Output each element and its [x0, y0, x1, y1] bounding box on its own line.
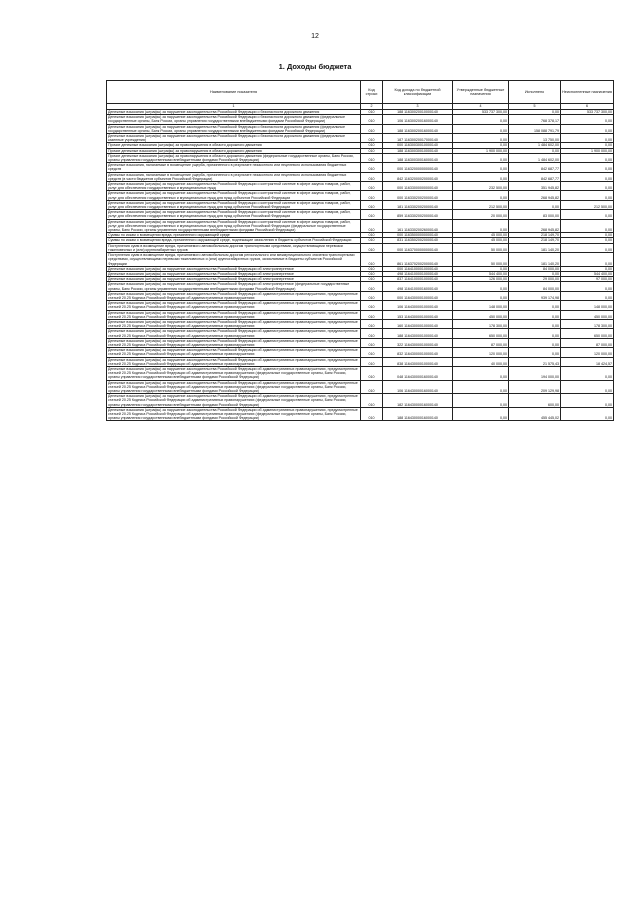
table-cell-name: Денежные взыскания (штрафы) за нарушение законодательства Российской Федерации об административных правонарушениях, предусмотренные статьей 20.25 Кодекса Российской Федерации об административных правонарушениях (федеральные государственные органы, Банк России, органы управления государственными внебюджетными фондами Российской Федерации): [107, 394, 361, 408]
column-number: 2: [361, 104, 383, 110]
table-cell-line: 010: [361, 271, 383, 276]
table-row: [107, 310, 614, 319]
table-cell-unexecuted: 0,00: [561, 182, 614, 191]
table-cell-unexecuted: 0,00: [561, 253, 614, 267]
table-row: [107, 115, 614, 124]
table-cell-unexecuted: 0,00: [561, 407, 614, 421]
table-cell-name: Денежные взыскания (штрафы) за нарушение законодательства Российской Федерации об электроэнергетике: [107, 266, 361, 271]
table-cell-name: Денежные взыскания (штрафы) за нарушение законодательства Российской Федерации о контрактной системе в сфере закупок товаров, работ, услуг для обеспечения государственных и муниципальных нужд: [107, 182, 361, 191]
table-cell-code: 832 11643000010000140: [383, 348, 453, 357]
table-cell-line: 010: [361, 310, 383, 319]
table-cell-line: 010: [361, 210, 383, 219]
table-cell-code: 842 11632000020000140: [383, 172, 453, 181]
table-cell-line: 010: [361, 200, 383, 209]
table-cell-line: 010: [361, 243, 383, 252]
table-cell-unexecuted: 0,00: [561, 266, 614, 271]
table-cell-approved: 0,00: [453, 134, 509, 143]
table-cell-executed: 842 687,77: [509, 163, 561, 172]
table-cell-name: Денежные взыскания, налагаемые в возмещение ущерба, причиненного в результате незаконного или нецелевого использования бюджетных средств (в части бюджетов субъектов Российской Федерации): [107, 172, 361, 181]
table-cell-code: 837 11641000010000140: [383, 277, 453, 282]
table-cell-executed: 268 945,82: [509, 219, 561, 233]
table-cell-approved: 120 000,00: [453, 348, 509, 357]
table-cell-approved: 0,00: [453, 124, 509, 133]
table-cell-code: 000 11632000000000140: [383, 163, 453, 172]
table-cell-unexecuted: 533 737 300,00: [561, 110, 614, 115]
header-executed: Исполнено: [509, 81, 561, 104]
table-cell-approved: 87 000,00: [453, 338, 509, 347]
table-cell-approved: 126 000,00: [453, 277, 509, 282]
table-cell-unexecuted: 0,00: [561, 210, 614, 219]
table-cell-code: 106 11643000016000140: [383, 380, 453, 394]
table-cell-approved: 650 000,00: [453, 329, 509, 338]
table-cell-approved: 0,00: [453, 394, 509, 408]
table-cell-approved: 148 000,00: [453, 301, 509, 310]
table-row: [107, 172, 614, 181]
header-code-class: Код дохода по бюджетной классификации: [383, 81, 453, 104]
table-cell-unexecuted: 0,00: [561, 380, 614, 394]
table-cell-executed: 83 000,00: [509, 210, 561, 219]
table-cell-name: Денежные взыскания (штрафы) за нарушение законодательства Российской Федерации об административных правонарушениях, предусмотренные статьей 20.25 Кодекса Российской Федерации об административных правонарушениях (федеральные государственные органы, Банк России, органы управления государственными внебюджетными фондами Российской Федерации): [107, 407, 361, 421]
table-cell-unexecuted: 0,00: [561, 172, 614, 181]
table-cell-name: Денежные взыскания (штрафы) за нарушение законодательства Российской Федерации об электроэнергетике: [107, 271, 361, 276]
table-cell-executed: 84 000,00: [509, 266, 561, 271]
table-cell-name: Денежные взыскания (штрафы) за нарушение законодательства Российской Федерации об административных правонарушениях, предусмотренные статьей 20.25 Кодекса Российской Федерации об административных правонарушениях: [107, 319, 361, 328]
table-cell-approved: 0,00: [453, 143, 509, 148]
table-cell-name: Денежные взыскания (штрафы) за нарушение законодательства Российской Федерации об административных правонарушениях, предусмотренные статьей 20.25 Кодекса Российской Федерации об административных правонарушениях: [107, 301, 361, 310]
table-cell-executed: 0,00: [509, 110, 561, 115]
table-cell-executed: 181 140,20: [509, 243, 561, 252]
table-cell-executed: 218 149,70: [509, 233, 561, 238]
table-cell-executed: 209 129,98: [509, 380, 561, 394]
table-cell-line: 010: [361, 407, 383, 421]
table-cell-name: Суммы по искам о возмещении вреда, причиненного окружающей среде: [107, 233, 361, 238]
table-cell-unexecuted: 1 900 000,00: [561, 148, 614, 153]
table-cell-unexecuted: 0,00: [561, 233, 614, 238]
table-row: [107, 253, 614, 267]
table-cell-line: 010: [361, 253, 383, 267]
table-row: [107, 243, 614, 252]
table-cell-line: 010: [361, 266, 383, 271]
table-cell-name: Прочие денежные взыскания (штрафы) за правонарушения в области дорожного движения: [107, 148, 361, 153]
table-cell-code: 153 11643000010000140: [383, 310, 453, 319]
table-cell-line: 010: [361, 277, 383, 282]
table-cell-name: Денежные взыскания (штрафы) за нарушение законодательства Российской Федерации о безопасности дорожного движения: [107, 110, 361, 115]
table-cell-code: 188 11630030016000140: [383, 153, 453, 162]
table-cell-name: Денежные взыскания (штрафы) за нарушение законодательства Российской Федерации об административных правонарушениях, предусмотренные статьей 20.25 Кодекса Российской Федерации об административных правонарушениях: [107, 357, 361, 366]
table-cell-unexecuted: 0,00: [561, 282, 614, 291]
table-row: [107, 366, 614, 380]
table-cell-approved: 40 000,00: [453, 357, 509, 366]
table-cell-name: Прочие денежные взыскания (штрафы) за правонарушения в области дорожного движения (федеральные государственные органы, Банк России, органы управления государственными внебюджетными фондами Российской Федерации): [107, 153, 361, 162]
table-cell-approved: 20 000,00: [453, 210, 509, 219]
table-cell-code: 000 11633020020000140: [383, 191, 453, 200]
table-cell-executed: 842 687,77: [509, 172, 561, 181]
table-cell-name: Денежные взыскания (штрафы) за нарушение законодательства Российской Федерации об административных правонарушениях, предусмотренные статьей 20.25 Кодекса Российской Федерации об административных правонарушениях: [107, 329, 361, 338]
table-cell-line: 010: [361, 163, 383, 172]
table-cell-line: 010: [361, 182, 383, 191]
table-cell-unexecuted: 0,00: [561, 153, 614, 162]
table-cell-line: 010: [361, 233, 383, 238]
table-cell-unexecuted: 450 000,00: [561, 310, 614, 319]
table-row: [107, 182, 614, 191]
table-cell-line: 010: [361, 134, 383, 143]
table-cell-line: 010: [361, 291, 383, 300]
table-cell-executed: 84 000,00: [509, 282, 561, 291]
table-cell-approved: 45 000,00: [453, 233, 509, 238]
table-cell-line: 010: [361, 143, 383, 148]
table-cell-executed: 455 445,02: [509, 407, 561, 421]
table-cell-code: 161 11633020026000140: [383, 219, 453, 233]
table-cell-approved: 0,00: [453, 282, 509, 291]
table-row: [107, 153, 614, 162]
table-cell-name: Денежные взыскания (штрафы) за нарушение законодательства Российской Федерации о контрактной системе в сфере закупок товаров, работ, услуг для обеспечения государственных и муниципальных нужд для нужд субъектов Российской Федерации (федеральные государственные органы, Банк России, органы управления государственными внебюджетными фондами Российской Федерации): [107, 219, 361, 233]
table-cell-code: 498 11641000010000140: [383, 271, 453, 276]
table-cell-approved: 0,00: [453, 163, 509, 172]
table-cell-executed: 600,00: [509, 394, 561, 408]
table-cell-line: 010: [361, 380, 383, 394]
table-cell-code: 000 11637000000000140: [383, 243, 453, 252]
table-cell-code: 106 11630020016000140: [383, 115, 453, 124]
table-cell-approved: 45 000,00: [453, 238, 509, 243]
table-cell-code: 181 11633020020000140: [383, 200, 453, 209]
table-cell-code: 188 11643000010000140: [383, 329, 453, 338]
table-cell-unexecuted: 178 300,00: [561, 319, 614, 328]
table-cell-code: 859 11633020020000140: [383, 210, 453, 219]
table-cell-code: 187 11630020017000140: [383, 134, 453, 143]
table-cell-line: 010: [361, 329, 383, 338]
table-cell-unexecuted: 148 000,00: [561, 301, 614, 310]
table-cell-executed: 0,00: [509, 200, 561, 209]
table-cell-code: 188 11630020010000140: [383, 110, 453, 115]
table-cell-line: 010: [361, 282, 383, 291]
table-cell-approved: 450 000,00: [453, 310, 509, 319]
table-row: [107, 282, 614, 291]
table-cell-name: Денежные взыскания (штрафы) за нарушение законодательства Российской Федерации о контрактной системе в сфере закупок товаров, работ, услуг для обеспечения государственных и муниципальных нужд для нужд субъектов Российской Федерации: [107, 191, 361, 200]
table-cell-line: 010: [361, 110, 383, 115]
table-cell-executed: 1 484 602,00: [509, 143, 561, 148]
table-cell-name: Денежные взыскания (штрафы) за нарушение законодательства Российской Федерации об электроэнергетике: [107, 277, 361, 282]
table-cell-code: 188 11643000016000140: [383, 407, 453, 421]
table-cell-approved: 178 300,00: [453, 319, 509, 328]
table-cell-approved: 0,00: [453, 291, 509, 300]
table-cell-approved: 0,00: [453, 115, 509, 124]
table-row: [107, 380, 614, 394]
table-cell-executed: 158 088 791,79: [509, 124, 561, 133]
table-cell-unexecuted: 0,00: [561, 134, 614, 143]
table-cell-approved: 0,00: [453, 266, 509, 271]
table-cell-name: Денежные взыскания (штрафы) за нарушение законодательства Российской Федерации о контрактной системе в сфере закупок товаров, работ, услуг для обеспечения государственных и муниципальных нужд для нужд субъектов Российской Федерации: [107, 200, 361, 209]
table-cell-name: Денежные взыскания (штрафы) за нарушение законодательства Российской Федерации об электроэнергетике (федеральные государственные органы, Банк России, органы управления государственными внебюджетными фондами Российской Федерации): [107, 282, 361, 291]
table-row: [107, 329, 614, 338]
table-cell-name: Денежные взыскания (штрафы) за нарушение законодательства Российской Федерации о контрактной системе в сфере закупок товаров, работ, услуг для обеспечения государственных и муниципальных нужд для нужд субъектов Российской Федерации: [107, 210, 361, 219]
table-cell-code: 182 11643000016000140: [383, 394, 453, 408]
table-cell-code: 188 11630020016000140: [383, 124, 453, 133]
table-row: [107, 219, 614, 233]
table-cell-code: 000 11630030010000140: [383, 143, 453, 148]
table-cell-executed: 29 000,00: [509, 277, 561, 282]
table-cell-name: Поступления сумм в возмещение вреда, причиняемого автомобильным дорогам регионального или межмуниципального значения транспортными средствами, осуществляющими перевозки тяжеловесных и (или) крупногабаритных грузов, зачисляемые в бюджеты субъектов Российской Федерации: [107, 253, 361, 267]
table-cell-line: 010: [361, 301, 383, 310]
table-cell-name: Денежные взыскания (штрафы) за нарушение законодательства Российской Федерации о безопасности дорожного движения (федеральные казенные учреждения): [107, 134, 361, 143]
column-number: 5: [509, 104, 561, 110]
table-cell-line: 010: [361, 115, 383, 124]
table-cell-code: 861 11637020020000140: [383, 253, 453, 267]
table-cell-code: 160 11643000010000140: [383, 319, 453, 328]
table-cell-unexecuted: 0,00: [561, 291, 614, 300]
table-cell-unexecuted: 87 000,00: [561, 338, 614, 347]
table-cell-code: 048 11643000016000140: [383, 366, 453, 380]
table-cell-executed: 768 378,17: [509, 115, 561, 124]
table-header-row: [107, 81, 614, 104]
table-cell-line: 010: [361, 348, 383, 357]
table-row: [107, 191, 614, 200]
table-cell-unexecuted: 0,00: [561, 124, 614, 133]
table-cell-approved: 0,00: [453, 153, 509, 162]
table-cell-code: 106 11643000010000140: [383, 301, 453, 310]
table-cell-name: Денежные взыскания, налагаемые в возмещение ущерба, причиненного в результате незаконного или нецелевого использования бюджетных средств: [107, 163, 361, 172]
table-row: [107, 394, 614, 408]
page-number: 12: [311, 33, 319, 40]
table-cell-approved: 0,00: [453, 172, 509, 181]
table-cell-executed: 939 174,98: [509, 291, 561, 300]
table-cell-line: 010: [361, 172, 383, 181]
table-cell-unexecuted: 0,00: [561, 219, 614, 233]
table-cell-name: Денежные взыскания (штрафы) за нарушение законодательства Российской Федерации об административных правонарушениях, предусмотренные статьей 20.25 Кодекса Российской Федерации об административных правонарушениях: [107, 348, 361, 357]
table-cell-approved: 0,00: [453, 219, 509, 233]
table-cell-code: 188 11630030010000140: [383, 148, 453, 153]
table-cell-unexecuted: 97 000,00: [561, 277, 614, 282]
table-cell-executed: 268 945,82: [509, 191, 561, 200]
table-row: [107, 210, 614, 219]
table-cell-approved: 0,00: [453, 380, 509, 394]
column-number: 1: [107, 104, 361, 110]
table-cell-code: 000 11643000010000140: [383, 291, 453, 300]
table-row: [107, 319, 614, 328]
table-cell-executed: 21 575,43: [509, 357, 561, 366]
table-cell-name: Денежные взыскания (штрафы) за нарушение законодательства Российской Федерации о безопасности дорожного движения (федеральные государственные органы, Банк России, органы управления государственными внебюджетными фондами Российской Федерации): [107, 124, 361, 133]
table-cell-name: Денежные взыскания (штрафы) за нарушение законодательства Российской Федерации об административных правонарушениях, предусмотренные статьей 20.25 Кодекса Российской Федерации об административных правонарушениях (федеральные государственные органы, Банк России, органы управления государственными внебюджетными фондами Российской Федерации): [107, 380, 361, 394]
table-cell-unexecuted: 0,00: [561, 394, 614, 408]
table-cell-code: 000 11635000000000140: [383, 233, 453, 238]
table-cell-executed: 0,00: [509, 271, 561, 276]
section-title: 1. Доходы бюджета: [278, 62, 352, 71]
table-cell-executed: 0,00: [509, 338, 561, 347]
table-cell-name: Денежные взыскания (штрафы) за нарушение законодательства Российской Федерации об административных правонарушениях, предусмотренные статьей 20.25 Кодекса Российской Федерации об административных правонарушениях: [107, 338, 361, 347]
table-cell-unexecuted: 0,00: [561, 115, 614, 124]
header-unexecuted: Неисполненные назначения: [561, 81, 614, 104]
table-cell-line: 010: [361, 124, 383, 133]
table-cell-executed: 13 750,00: [509, 134, 561, 143]
table-cell-unexecuted: 212 500,00: [561, 200, 614, 209]
header-code-line: Код строки: [361, 81, 383, 104]
table-cell-unexecuted: 0,00: [561, 143, 614, 148]
table-row: [107, 348, 614, 357]
header-approved: Утвержденные бюджетные назначения: [453, 81, 509, 104]
table-cell-name: Прочие денежные взыскания (штрафы) за правонарушения в области дорожного движения: [107, 143, 361, 148]
table-cell-name: Денежные взыскания (штрафы) за нарушение законодательства Российской Федерации об административных правонарушениях, предусмотренные статьей 20.25 Кодекса Российской Федерации об административных правонарушениях (федеральные государственные органы, Банк России, органы управления государственными внебюджетными фондами Российской Федерации): [107, 366, 361, 380]
table-cell-line: 010: [361, 338, 383, 347]
table-cell-unexecuted: 0,00: [561, 163, 614, 172]
table-cell-executed: 194 000,00: [509, 366, 561, 380]
table-row: [107, 200, 614, 209]
table-cell-approved: 0,00: [453, 191, 509, 200]
table-cell-code: 838 11643000010000140: [383, 357, 453, 366]
table-row: [107, 301, 614, 310]
revenue-table: [106, 80, 614, 421]
table-cell-unexecuted: 544 400,00: [561, 271, 614, 276]
table-cell-line: 010: [361, 191, 383, 200]
table-cell-line: 010: [361, 153, 383, 162]
table-cell-name: Денежные взыскания (штрафы) за нарушение законодательства Российской Федерации о безопасности дорожного движения (федеральные государственные органы, Банк России, органы управления государственными внебюджетными фондами Российской Федерации): [107, 115, 361, 124]
table-cell-executed: 0,00: [509, 301, 561, 310]
table-cell-approved: 0,00: [453, 407, 509, 421]
table-cell-unexecuted: 0,00: [561, 238, 614, 243]
table-cell-code: 000 11633000000000140: [383, 182, 453, 191]
table-cell-executed: 1 484 602,00: [509, 153, 561, 162]
table-cell-unexecuted: 18 424,57: [561, 357, 614, 366]
table-row: [107, 134, 614, 143]
table-cell-line: 010: [361, 148, 383, 153]
table-cell-line: 010: [361, 238, 383, 243]
table-cell-code: 000 11641000010000140: [383, 266, 453, 271]
table-cell-unexecuted: 120 000,00: [561, 348, 614, 357]
table-cell-executed: 0,00: [509, 148, 561, 153]
table-cell-executed: 351 945,82: [509, 182, 561, 191]
table-cell-name: Суммы по искам о возмещении вреда, причиненного окружающей среде, подлежащие зачислению в бюджеты субъектов Российской Федерации: [107, 238, 361, 243]
table-cell-unexecuted: 0,00: [561, 243, 614, 252]
table-row: [107, 163, 614, 172]
column-number: 3: [383, 104, 453, 110]
table-cell-executed: 0,00: [509, 329, 561, 338]
table-cell-name: Поступления сумм в возмещение вреда, причиняемого автомобильным дорогам транспортными средствами, осуществляющими перевозки тяжеловесных и (или) крупногабаритных грузов: [107, 243, 361, 252]
table-cell-executed: 0,00: [509, 310, 561, 319]
table-cell-executed: 218 149,70: [509, 238, 561, 243]
header-name: Наименование показателя: [107, 81, 361, 104]
table-cell-approved: 0,00: [453, 366, 509, 380]
table-cell-approved: 50 000,00: [453, 243, 509, 252]
table-cell-code: 498 11641000016000140: [383, 282, 453, 291]
table-row: [107, 291, 614, 300]
table-cell-line: 010: [361, 219, 383, 233]
table-cell-approved: 50 000,00: [453, 253, 509, 267]
table-cell-line: 010: [361, 319, 383, 328]
table-cell-approved: 232 500,00: [453, 182, 509, 191]
table-row: [107, 338, 614, 347]
table-cell-unexecuted: 0,00: [561, 191, 614, 200]
table-cell-executed: 0,00: [509, 348, 561, 357]
table-cell-line: 010: [361, 394, 383, 408]
table-cell-unexecuted: 650 000,00: [561, 329, 614, 338]
table-cell-approved: 533 737 300,00: [453, 110, 509, 115]
table-row: [107, 407, 614, 421]
table-cell-code: 831 11635020020000140: [383, 238, 453, 243]
table-cell-line: 010: [361, 357, 383, 366]
table-cell-approved: 544 400,00: [453, 271, 509, 276]
table-cell-approved: 212 500,00: [453, 200, 509, 209]
table-cell-approved: 1 900 000,00: [453, 148, 509, 153]
table-cell-executed: 181 140,20: [509, 253, 561, 267]
table-cell-name: Денежные взыскания (штрафы) за нарушение законодательства Российской Федерации об административных правонарушениях, предусмотренные статьей 20.25 Кодекса Российской Федерации об административных правонарушениях: [107, 310, 361, 319]
table-row: [107, 124, 614, 133]
table-cell-executed: 0,00: [509, 319, 561, 328]
table-cell-unexecuted: 0,00: [561, 366, 614, 380]
column-number: 4: [453, 104, 509, 110]
column-number: 6: [561, 104, 614, 110]
table-cell-code: 322 11643000010000140: [383, 338, 453, 347]
table-row: [107, 357, 614, 366]
table-cell-name: Денежные взыскания (штрафы) за нарушение законодательства Российской Федерации об административных правонарушениях, предусмотренные статьей 20.25 Кодекса Российской Федерации об административных правонарушениях: [107, 291, 361, 300]
table-cell-line: 010: [361, 366, 383, 380]
